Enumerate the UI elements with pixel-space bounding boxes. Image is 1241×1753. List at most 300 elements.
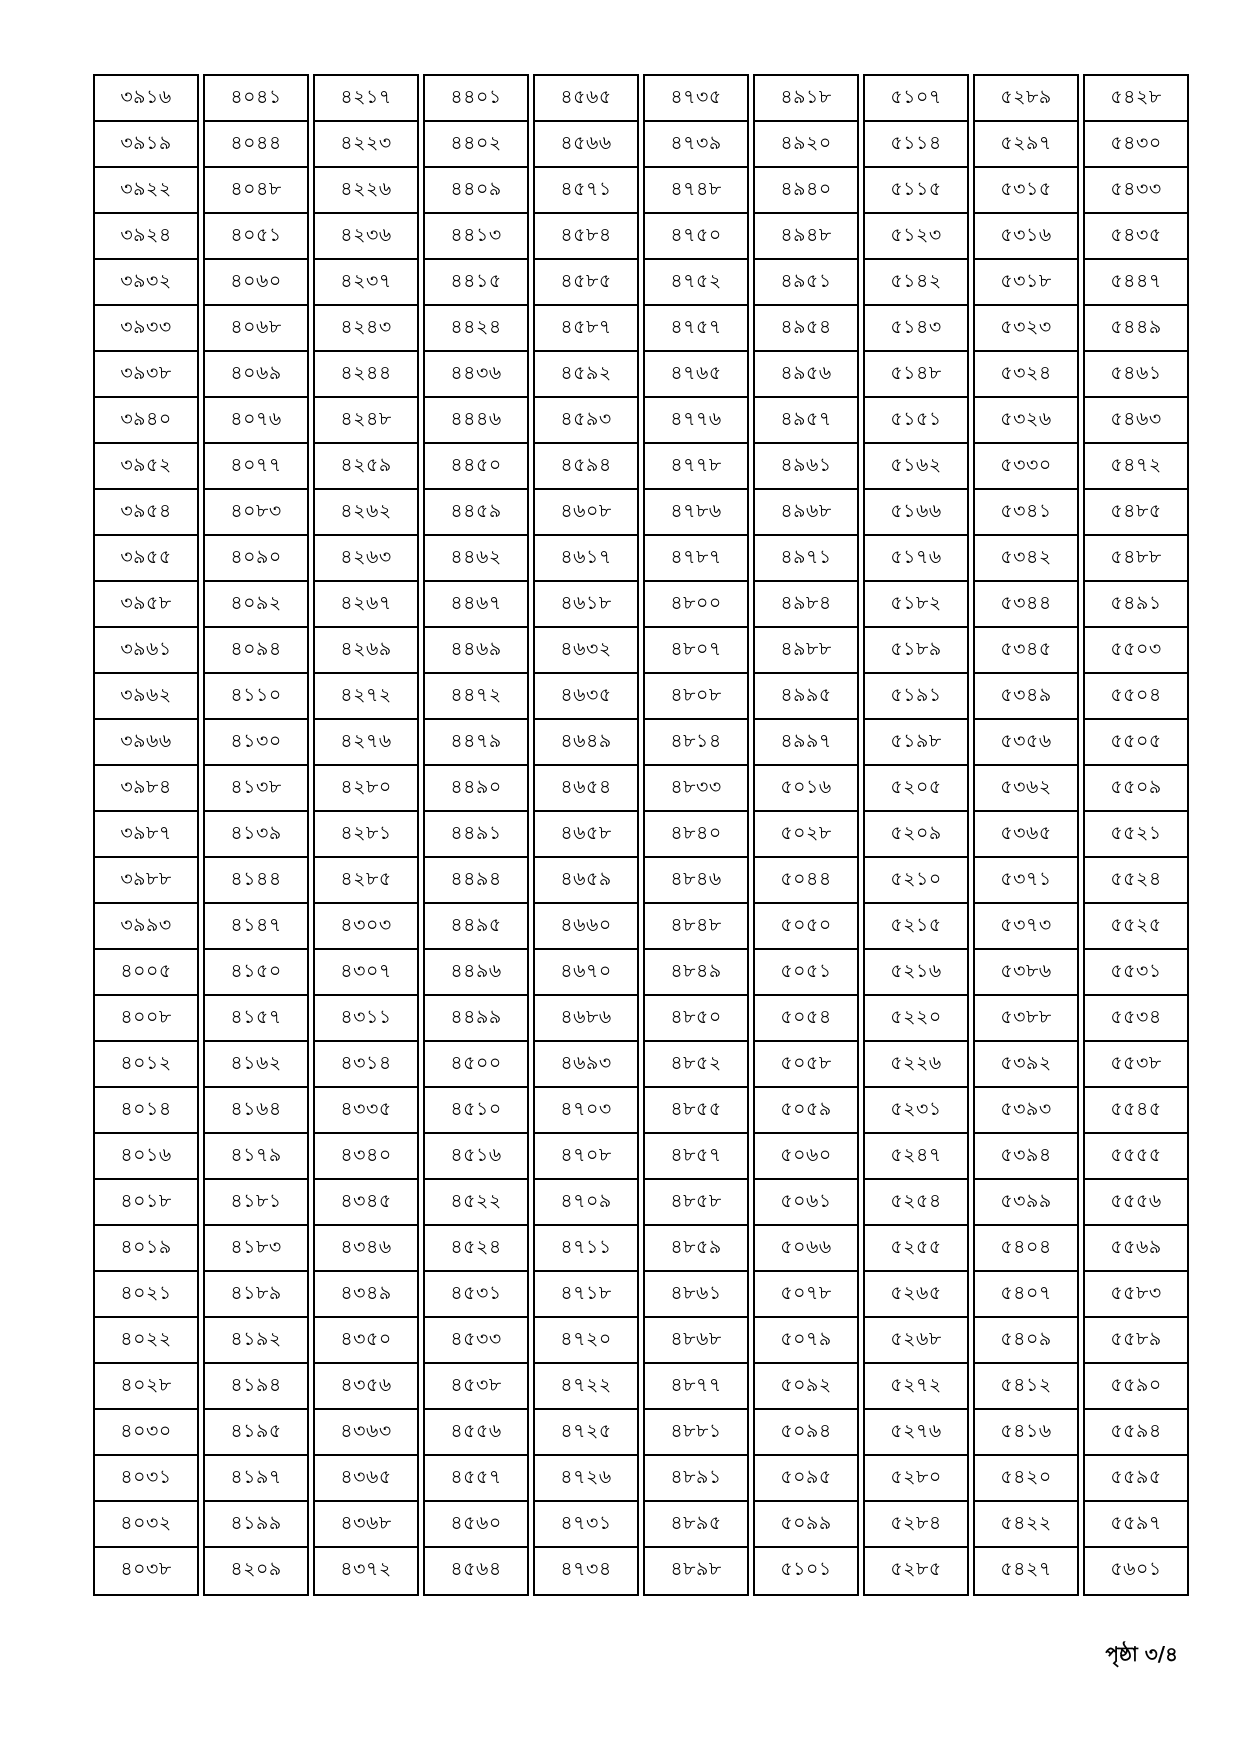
roll-number-cell: ৫২৮০	[863, 1454, 969, 1504]
roll-number-cell: ৪৫৬৬	[533, 120, 639, 170]
roll-number-cell: ৪০২৮	[93, 1362, 199, 1412]
roll-number-cell: ৪৭৭৮	[643, 442, 749, 492]
roll-number-cell: ৪৪৯৫	[423, 902, 529, 952]
roll-number-cell: ৫০২৮	[753, 810, 859, 860]
roll-number-cell: ৪৮৯১	[643, 1454, 749, 1504]
roll-number-cell: ৪২০৯	[203, 1546, 309, 1596]
roll-number-cell: ৫২৪৭	[863, 1132, 969, 1182]
roll-number-cell: ৪৭৫০	[643, 212, 749, 262]
roll-number-cell: ৪৩১১	[313, 994, 419, 1044]
roll-number-cell: ৪৬৬০	[533, 902, 639, 952]
roll-number-cell: ৫০৯৯	[753, 1500, 859, 1550]
roll-number-cell: ৩৯৮৪	[93, 764, 199, 814]
roll-number-cell: ৫৪২২	[973, 1500, 1079, 1550]
roll-number-cell: ৪৪৯৪	[423, 856, 529, 906]
roll-number-cell: ৫১৪২	[863, 258, 969, 308]
roll-number-cell: ৪৩০৭	[313, 948, 419, 998]
roll-number-cell: ৪৩৪৬	[313, 1224, 419, 1274]
roll-number-cell: ৫৪৪৭	[1083, 258, 1189, 308]
roll-number-cell: ৫৫০৫	[1083, 718, 1189, 768]
roll-number-cell: ৪৮৫৫	[643, 1086, 749, 1136]
roll-number-cell: ৪০৩৮	[93, 1546, 199, 1596]
roll-number-cell: ৪৮৭৭	[643, 1362, 749, 1412]
roll-number-cell: ৪৫৬৪	[423, 1546, 529, 1596]
roll-number-cell: ৫৫৫৫	[1083, 1132, 1189, 1182]
roll-number-cell: ৫০৫৯	[753, 1086, 859, 1136]
roll-number-cell: ৩৯৫২	[93, 442, 199, 492]
roll-number-cell: ৪১৫০	[203, 948, 309, 998]
roll-number-cell: ৪৯৫৬	[753, 350, 859, 400]
roll-number-cell: ৪৫৭১	[533, 166, 639, 216]
roll-number-cell: ৪৮৫৮	[643, 1178, 749, 1228]
roll-number-cell: ৫৪৭২	[1083, 442, 1189, 492]
roll-number-cell: ৪২৬৭	[313, 580, 419, 630]
roll-number-cell: ৫২৫৫	[863, 1224, 969, 1274]
roll-number-cell: ৫৪৩৫	[1083, 212, 1189, 262]
roll-number-cell: ৫২৭৬	[863, 1408, 969, 1458]
roll-number-cell: ৪৫৫৬	[423, 1408, 529, 1458]
roll-number-cell: ৪০৬০	[203, 258, 309, 308]
roll-number-cell: ৪৭৩১	[533, 1500, 639, 1550]
roll-number-cell: ৫৩২৩	[973, 304, 1079, 354]
roll-number-cell: ৫৫২৪	[1083, 856, 1189, 906]
roll-number-cell: ৪৯১৮	[753, 74, 859, 124]
roll-number-cell: ৪১৬৪	[203, 1086, 309, 1136]
roll-number-cell: ৪৮৯৮	[643, 1546, 749, 1596]
roll-number-cell: ৪০৭৬	[203, 396, 309, 446]
roll-number-cell: ৩৯৩৮	[93, 350, 199, 400]
roll-number-cell: ৫৩২৪	[973, 350, 1079, 400]
roll-number-cell: ৪৮১৪	[643, 718, 749, 768]
roll-number-cell: ৪৫২২	[423, 1178, 529, 1228]
roll-number-cell: ৪৩৫০	[313, 1316, 419, 1366]
roll-number-cell: ৪৮৮১	[643, 1408, 749, 1458]
roll-number-cell: ৪৪৯৯	[423, 994, 529, 1044]
roll-number-cell: ৪৮০০	[643, 580, 749, 630]
roll-number-cell: ৫১৬২	[863, 442, 969, 492]
roll-number-cell: ৪৯৬১	[753, 442, 859, 492]
roll-number-cell: ৪০৫১	[203, 212, 309, 262]
roll-number-cell: ৪২২৩	[313, 120, 419, 170]
roll-number-cell: ৪৩০৩	[313, 902, 419, 952]
roll-number-cell: ৫৫৯৪	[1083, 1408, 1189, 1458]
page-number: পৃষ্ঠা ৩/৪	[1105, 1642, 1178, 1666]
roll-number-cell: ৪৭৬৫	[643, 350, 749, 400]
roll-number-cell: ৫২৬৮	[863, 1316, 969, 1366]
roll-number-cell: ৫০৯৫	[753, 1454, 859, 1504]
roll-number-cell: ৪২৮০	[313, 764, 419, 814]
roll-number-cell: ৫৩৪৫	[973, 626, 1079, 676]
roll-number-cell: ৫৩১৬	[973, 212, 1079, 262]
roll-number-cell: ৪৪০৯	[423, 166, 529, 216]
roll-number-cell: ৪৫৬০	[423, 1500, 529, 1550]
roll-number-cell: ৪০৭৭	[203, 442, 309, 492]
roll-number-cell: ৪৭৫২	[643, 258, 749, 308]
roll-number-cell: ৪৪৯৬	[423, 948, 529, 998]
roll-number-cell: ৫৩৩০	[973, 442, 1079, 492]
roll-number-cell: ৪৮৪০	[643, 810, 749, 860]
roll-number-cell: ৫৩৯৩	[973, 1086, 1079, 1136]
roll-number-cell: ৪২৩৭	[313, 258, 419, 308]
roll-number-cell: ৪৫৫৭	[423, 1454, 529, 1504]
roll-number-cell: ৫২২০	[863, 994, 969, 1044]
roll-number-cell: ৪৯৭১	[753, 534, 859, 584]
roll-number-cell: ৩৯৫৮	[93, 580, 199, 630]
roll-number-cell: ৪০৪৪	[203, 120, 309, 170]
roll-number-cell: ৪৮৯৫	[643, 1500, 749, 1550]
roll-number-cell: ৪৫২৪	[423, 1224, 529, 1274]
roll-number-cell: ৩৯৩২	[93, 258, 199, 308]
roll-number-cell: ৪৬৪৯	[533, 718, 639, 768]
roll-number-cell: ৫২০৯	[863, 810, 969, 860]
roll-number-cell: ৪৯৮৪	[753, 580, 859, 630]
roll-number-cell: ৫২৩১	[863, 1086, 969, 1136]
roll-number-cell: ৫৩৮৬	[973, 948, 1079, 998]
roll-number-cell: ৪২৮১	[313, 810, 419, 860]
roll-number-cell: ৩৯১৬	[93, 74, 199, 124]
roll-number-cell: ৪৬৫৯	[533, 856, 639, 906]
roll-number-cell: ৪০৪৮	[203, 166, 309, 216]
roll-number-cell: ৫০৬৬	[753, 1224, 859, 1274]
roll-number-cell: ৪৪৬৯	[423, 626, 529, 676]
roll-number-cell: ৫৩৫৬	[973, 718, 1079, 768]
roll-number-cell: ৪৩৭২	[313, 1546, 419, 1596]
roll-number-cell: ৫৫৫৬	[1083, 1178, 1189, 1228]
roll-number-cell: ৫২২৬	[863, 1040, 969, 1090]
roll-number-cell: ৪০২২	[93, 1316, 199, 1366]
roll-number-cell: ৪২৭২	[313, 672, 419, 722]
roll-number-cell: ৪৫৮৪	[533, 212, 639, 262]
roll-number-cell: ৪২৪৮	[313, 396, 419, 446]
roll-number-cell: ৫১০১	[753, 1546, 859, 1596]
roll-number-cell: ৪৩১৪	[313, 1040, 419, 1090]
roll-number-cell: ৪৯৬৮	[753, 488, 859, 538]
roll-number-cell: ৫১৯১	[863, 672, 969, 722]
roll-number-cell: ৩৯৯৩	[93, 902, 199, 952]
roll-number-cell: ৪৮৬৮	[643, 1316, 749, 1366]
roll-number-cell: ৪৪৬২	[423, 534, 529, 584]
roll-number-cell: ৪২৭৬	[313, 718, 419, 768]
roll-number-cell: ৪৮৫২	[643, 1040, 749, 1090]
roll-number-cell: ৫০৫১	[753, 948, 859, 998]
roll-number-cell: ৪২৬৯	[313, 626, 419, 676]
roll-number-cell: ৫২১৫	[863, 902, 969, 952]
roll-number-cell: ৪৯২০	[753, 120, 859, 170]
roll-number-cell: ৫৪০৪	[973, 1224, 1079, 1274]
roll-number-cell: ৩৯৫৪	[93, 488, 199, 538]
roll-number-cell: ৫৩৬২	[973, 764, 1079, 814]
roll-number-cell: ৩৯৫৫	[93, 534, 199, 584]
roll-number-cell: ৫৩৪১	[973, 488, 1079, 538]
roll-number-cell: ৫১৮২	[863, 580, 969, 630]
roll-number-cell: ৩৯১৯	[93, 120, 199, 170]
roll-number-cell: ৫১৯৮	[863, 718, 969, 768]
roll-number-cell: ৪৫১০	[423, 1086, 529, 1136]
roll-number-cell: ৪৭২০	[533, 1316, 639, 1366]
roll-number-cell: ৪১১০	[203, 672, 309, 722]
roll-number-cell: ৪২৬২	[313, 488, 419, 538]
roll-number-cell: ৪৯৫৭	[753, 396, 859, 446]
roll-number-cell: ৫৫৬৯	[1083, 1224, 1189, 1274]
roll-number-cell: ৪৫৩১	[423, 1270, 529, 1320]
roll-number-cell: ৪৭২৬	[533, 1454, 639, 1504]
roll-number-cell: ৫৪২৭	[973, 1546, 1079, 1596]
roll-number-cell: ৪২৪৪	[313, 350, 419, 400]
roll-number-cell: ৫৪২০	[973, 1454, 1079, 1504]
roll-number-cell: ৫১৭৬	[863, 534, 969, 584]
roll-number-cell: ৫৩৭৩	[973, 902, 1079, 952]
roll-number-cell: ৪৭৭৬	[643, 396, 749, 446]
roll-number-cell: ৫২৫৪	[863, 1178, 969, 1228]
roll-number-cell: ৪১৩০	[203, 718, 309, 768]
roll-number-cell: ৪০৬৮	[203, 304, 309, 354]
roll-number-cell: ৫৩৭১	[973, 856, 1079, 906]
roll-number-cell: ৫৩২৬	[973, 396, 1079, 446]
roll-number-cell: ৫৪৮৫	[1083, 488, 1189, 538]
roll-number-cell: ৪৪৩৬	[423, 350, 529, 400]
roll-number-cell: ৫৫২৫	[1083, 902, 1189, 952]
roll-number-cell: ৫৫৮৩	[1083, 1270, 1189, 1320]
roll-number-cell: ৫৫০৯	[1083, 764, 1189, 814]
roll-number-cell: ৪৯৪৮	[753, 212, 859, 262]
roll-number-cell: ৫৫৯০	[1083, 1362, 1189, 1412]
roll-number-cell: ৪০৮৩	[203, 488, 309, 538]
roll-number-cell: ৪৫৬৫	[533, 74, 639, 124]
roll-number-cell: ৪১৪৪	[203, 856, 309, 906]
roll-number-cell: ৫৪৬১	[1083, 350, 1189, 400]
roll-number-cell: ৫০৭৯	[753, 1316, 859, 1366]
roll-number-cell: ৫১১৪	[863, 120, 969, 170]
roll-number-cell: ৫৬০১	[1083, 1546, 1189, 1596]
roll-number-cell: ৪৮৫৯	[643, 1224, 749, 1274]
roll-number-cell: ৫২৭২	[863, 1362, 969, 1412]
roll-number-cell: ৫৫৩৪	[1083, 994, 1189, 1044]
roll-number-cell: ৫৫২১	[1083, 810, 1189, 860]
roll-number-cell: ৪০৪১	[203, 74, 309, 124]
roll-number-cell: ৫৫৯৭	[1083, 1500, 1189, 1550]
roll-number-cell: ৪৩৩৫	[313, 1086, 419, 1136]
roll-number-cell: ৫৪৩০	[1083, 120, 1189, 170]
roll-number-cell: ৪৫৮৫	[533, 258, 639, 308]
roll-number-cell: ৪৫৯৩	[533, 396, 639, 446]
roll-number-cell: ৪৪৫৯	[423, 488, 529, 538]
roll-number-cell: ৫১৮৯	[863, 626, 969, 676]
roll-number-cell: ৪১৩৯	[203, 810, 309, 860]
roll-number-cell: ৫৫৩৮	[1083, 1040, 1189, 1090]
roll-number-cell: ৩৯৬১	[93, 626, 199, 676]
roll-number-cell: ৫০৬০	[753, 1132, 859, 1182]
roll-number-cell: ৪২১৭	[313, 74, 419, 124]
roll-number-cell: ৪৯৫১	[753, 258, 859, 308]
roll-number-cell: ৪৯৫৪	[753, 304, 859, 354]
roll-number-cell: ৫৪৯১	[1083, 580, 1189, 630]
roll-number-cell: ৪৭০৮	[533, 1132, 639, 1182]
roll-number-cell: ৪৩৫৬	[313, 1362, 419, 1412]
roll-number-cell: ৫১০৭	[863, 74, 969, 124]
roll-number-cell: ৪২৩৬	[313, 212, 419, 262]
roll-number-cell: ৪৭৮৭	[643, 534, 749, 584]
roll-number-cell: ৪৫১৬	[423, 1132, 529, 1182]
roll-number-cell: ৪৩৪৯	[313, 1270, 419, 1320]
roll-number-cell: ৪০১২	[93, 1040, 199, 1090]
roll-number-cell: ৫৫৪৫	[1083, 1086, 1189, 1136]
roll-number-cell: ৪৬৮৬	[533, 994, 639, 1044]
roll-number-cell: ৪৬১৭	[533, 534, 639, 584]
roll-number-cell: ৫৪৪৯	[1083, 304, 1189, 354]
roll-number-cell: ৫৫৯৫	[1083, 1454, 1189, 1504]
roll-number-cell: ৪৭৮৬	[643, 488, 749, 538]
roll-number-cell: ৪২২৬	[313, 166, 419, 216]
roll-number-cell: ৩৯৮৭	[93, 810, 199, 860]
roll-number-cell: ৪১৯৯	[203, 1500, 309, 1550]
roll-number-cell: ৪০১৬	[93, 1132, 199, 1182]
roll-number-cell: ৪৯৮৮	[753, 626, 859, 676]
roll-number-cell: ৪৭১৮	[533, 1270, 639, 1320]
roll-number-cell: ৪০২১	[93, 1270, 199, 1320]
roll-number-cell: ৪৮৪৮	[643, 902, 749, 952]
roll-number-cell: ৪০৩২	[93, 1500, 199, 1550]
roll-number-cell: ৪২৮৫	[313, 856, 419, 906]
roll-number-cell: ৫৪৩৩	[1083, 166, 1189, 216]
roll-number-cell: ৪৬৭০	[533, 948, 639, 998]
roll-number-cell: ৪০১৪	[93, 1086, 199, 1136]
roll-number-cell: ৫২০৫	[863, 764, 969, 814]
roll-number-cell: ৫১৪৩	[863, 304, 969, 354]
roll-number-cell: ৫১১৫	[863, 166, 969, 216]
roll-number-cell: ৪৭৩৯	[643, 120, 749, 170]
roll-number-cell: ৫২১৬	[863, 948, 969, 998]
roll-number-cell: ৫২৬৫	[863, 1270, 969, 1320]
roll-number-cell: ৪৭০৩	[533, 1086, 639, 1136]
roll-number-cell: ৪২৪৩	[313, 304, 419, 354]
roll-number-cell: ৫৩৮৮	[973, 994, 1079, 1044]
roll-number-cell: ৪০৬৯	[203, 350, 309, 400]
roll-number-cell: ৫৪২৮	[1083, 74, 1189, 124]
roll-number-cell: ৫৩৬৫	[973, 810, 1079, 860]
roll-number-cell: ৪৩৪৫	[313, 1178, 419, 1228]
roll-number-cell: ৪৪৯০	[423, 764, 529, 814]
roll-number-cell: ৪৪৯১	[423, 810, 529, 860]
roll-number-cell: ৫৩৪৪	[973, 580, 1079, 630]
roll-number-cell: ৫০৯৪	[753, 1408, 859, 1458]
roll-number-cell: ৪৮০৮	[643, 672, 749, 722]
roll-number-cell: ৪৭২২	[533, 1362, 639, 1412]
roll-number-cell: ৫৫০৩	[1083, 626, 1189, 676]
roll-number-cell: ৪১৯৫	[203, 1408, 309, 1458]
roll-number-cell: ৪৮৩৩	[643, 764, 749, 814]
roll-number-cell: ৪১৫৭	[203, 994, 309, 1044]
roll-number-cell: ৫৩৪২	[973, 534, 1079, 584]
roll-number-cell: ৪৫৮৭	[533, 304, 639, 354]
roll-number-cell: ৪৪১৩	[423, 212, 529, 262]
roll-number-cell: ৪০৯২	[203, 580, 309, 630]
roll-number-cell: ৫৩৪৯	[973, 672, 1079, 722]
roll-number-cell: ৫৪৬৩	[1083, 396, 1189, 446]
roll-number-cell: ৪৬৩২	[533, 626, 639, 676]
roll-number-cell: ৪১৭৯	[203, 1132, 309, 1182]
roll-number-cell: ৫৪১২	[973, 1362, 1079, 1412]
roll-number-cell: ৪৭০৯	[533, 1178, 639, 1228]
roll-number-cell: ৩৯২২	[93, 166, 199, 216]
roll-number-cell: ৪৭৩৫	[643, 74, 749, 124]
roll-number-cell: ৫২১০	[863, 856, 969, 906]
roll-number-cell: ৫১৫১	[863, 396, 969, 446]
roll-number-cell: ৪০০৫	[93, 948, 199, 998]
roll-number-cell: ৪৩৬৫	[313, 1454, 419, 1504]
roll-number-cell: ৪০৩১	[93, 1454, 199, 1504]
roll-number-cell: ৪০৯৪	[203, 626, 309, 676]
roll-number-cell: ৩৯৩৩	[93, 304, 199, 354]
roll-number-cell: ৪৬০৮	[533, 488, 639, 538]
roll-number-cell: ৫২৮৫	[863, 1546, 969, 1596]
roll-number-cell: ৫৪০৭	[973, 1270, 1079, 1320]
roll-number-cell: ৫০৬১	[753, 1178, 859, 1228]
roll-number-cell: ৪৪৭৯	[423, 718, 529, 768]
roll-number-cell: ৫৫০৪	[1083, 672, 1189, 722]
roll-number-cell: ৪৮৪৬	[643, 856, 749, 906]
roll-number-cell: ৪৪২৪	[423, 304, 529, 354]
roll-number-cell: ৩৯২৪	[93, 212, 199, 262]
roll-number-cell: ৪৯৯৭	[753, 718, 859, 768]
roll-number-cell: ৪৬৩৫	[533, 672, 639, 722]
roll-number-cell: ৪১৪৭	[203, 902, 309, 952]
roll-number-cell: ৪৩৬৮	[313, 1500, 419, 1550]
roll-number-cell: ৫০৫৪	[753, 994, 859, 1044]
roll-number-cell: ৫৪০৯	[973, 1316, 1079, 1366]
roll-number-cell: ৪১৬২	[203, 1040, 309, 1090]
roll-number-cell: ৪৮৫৭	[643, 1132, 749, 1182]
roll-number-cell: ৪৫৩৩	[423, 1316, 529, 1366]
roll-number-cell: ৪৮০৭	[643, 626, 749, 676]
roll-number-cell: ৫৩৯২	[973, 1040, 1079, 1090]
roll-number-cell: ৪১৮৯	[203, 1270, 309, 1320]
roll-number-cell: ৩৯৮৮	[93, 856, 199, 906]
roll-number-cell: ৪২৬৩	[313, 534, 419, 584]
roll-number-cell: ৫৪৮৮	[1083, 534, 1189, 584]
roll-number-cell: ৫২৮৪	[863, 1500, 969, 1550]
roll-number-cell: ৪৯৯৫	[753, 672, 859, 722]
roll-number-cell: ৪৬৯৩	[533, 1040, 639, 1090]
roll-number-cell: ৪৪৬৭	[423, 580, 529, 630]
roll-number-cell: ৪৭৩৪	[533, 1546, 639, 1596]
roll-number-cell: ৪৭৫৭	[643, 304, 749, 354]
roll-number-cell: ৫৫৮৯	[1083, 1316, 1189, 1366]
roll-number-cell: ৪৫৯৪	[533, 442, 639, 492]
roll-number-cell: ৫০৫৮	[753, 1040, 859, 1090]
roll-number-cell: ৫০৪৪	[753, 856, 859, 906]
roll-number-cell: ৪১৯৪	[203, 1362, 309, 1412]
roll-number-cell: ৪৭২৫	[533, 1408, 639, 1458]
roll-number-cell: ৪৮৫০	[643, 994, 749, 1044]
roll-number-cell: ৫১৬৬	[863, 488, 969, 538]
roll-number-cell: ৪৩৪০	[313, 1132, 419, 1182]
roll-number-cell: ৫২৯৭	[973, 120, 1079, 170]
roll-number-cell: ৪১৯৭	[203, 1454, 309, 1504]
roll-number-cell: ৪৮৬১	[643, 1270, 749, 1320]
roll-number-cell: ৪৫০০	[423, 1040, 529, 1090]
roll-number-cell: ৪৫৯২	[533, 350, 639, 400]
roll-number-cell: ৪০১৯	[93, 1224, 199, 1274]
roll-number-cell: ৪১৮৩	[203, 1224, 309, 1274]
roll-number-cell: ৫১৪৮	[863, 350, 969, 400]
roll-number-cell: ৫৩৯৯	[973, 1178, 1079, 1228]
roll-number-cell: ৪৩৬৩	[313, 1408, 419, 1458]
roll-number-cell: ৪৯৪০	[753, 166, 859, 216]
roll-number-cell: ৫০৯২	[753, 1362, 859, 1412]
roll-number-cell: ৪২৫৯	[313, 442, 419, 492]
roll-number-cell: ৪০৯০	[203, 534, 309, 584]
roll-number-cell: ৫৩১৮	[973, 258, 1079, 308]
